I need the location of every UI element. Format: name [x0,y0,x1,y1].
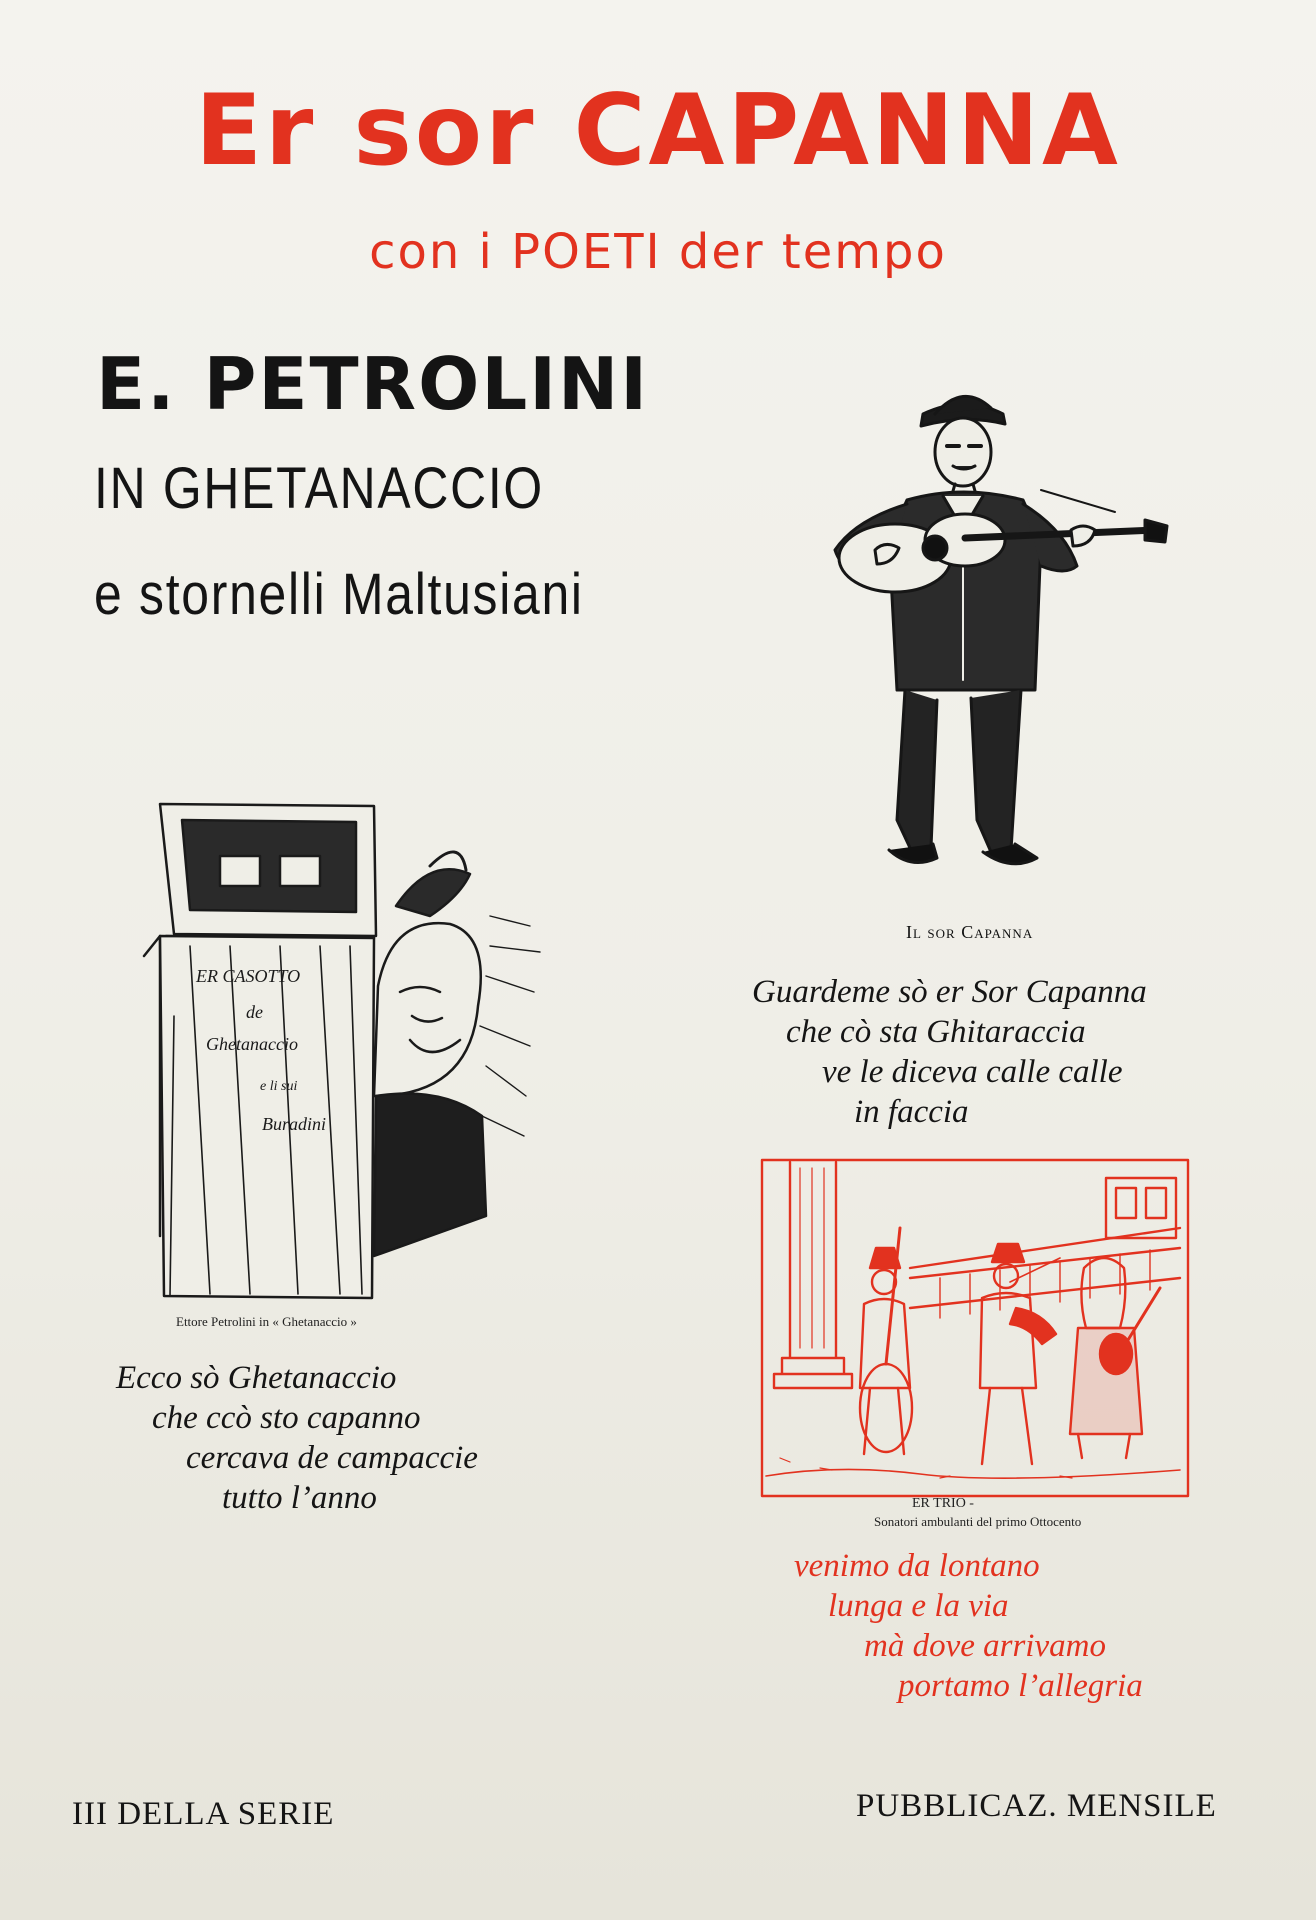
verse-line: lunga e la via [828,1588,1009,1624]
booth-sign-line: Buradini [262,1114,327,1134]
booth-sign-line: ER CASOTTO [196,966,301,986]
work-subtitle: e stornelli Maltusiani [94,562,584,627]
verse-line: portamo l’allegria [898,1668,1143,1704]
capanna-caption: Il sor Capanna [906,922,1034,942]
poster-title: Er sor CAPANNA [195,74,1121,188]
trio-caption: Sonatori ambulanti del primo Ottocento [874,1514,1082,1529]
verse-line: in faccia [854,1094,969,1130]
trio-label: ER TRIO - [912,1496,974,1511]
street-musicians-illustration [760,1158,1190,1498]
ghetanaccio-caption: Ettore Petrolini in « Ghetanaccio » [176,1314,357,1329]
verse-line: tutto l’anno [222,1480,377,1516]
verse-line: Ecco sò Ghetanaccio [116,1360,397,1396]
ghetanaccio-verse [116,1358,478,1518]
verse-line: Guardeme sò er Sor Capanna [752,974,1147,1010]
guitar-player-illustration [815,380,1175,910]
verse-line: venimo da lontano [794,1548,1040,1584]
work-title: IN GHETANACCIO [94,456,544,521]
verse-line: che ccò sto capanno [152,1400,421,1436]
series-number: III DELLA SERIE [72,1796,335,1832]
puppet-booth-illustration [130,796,550,1316]
poster-subtitle: con i POETI der tempo [369,224,947,280]
verse-line: ve le diceva calle calle [822,1054,1123,1090]
booth-sign-line: e li sui [260,1079,298,1094]
verse-line: cercava de campaccie [186,1440,478,1476]
verse-line: che cò sta Ghitaraccia [786,1014,1086,1050]
capanna-verse [752,972,1147,1132]
booth-sign-line: Ghetanaccio [206,1034,298,1054]
booth-sign-line: de [246,1002,263,1022]
author-name: E. PETROLINI [96,342,650,426]
trio-verse [794,1546,1143,1706]
publication-frequency: PUBBLICAZ. MENSILE [856,1788,1217,1824]
verse-line: mà dove arrivamo [864,1628,1106,1664]
